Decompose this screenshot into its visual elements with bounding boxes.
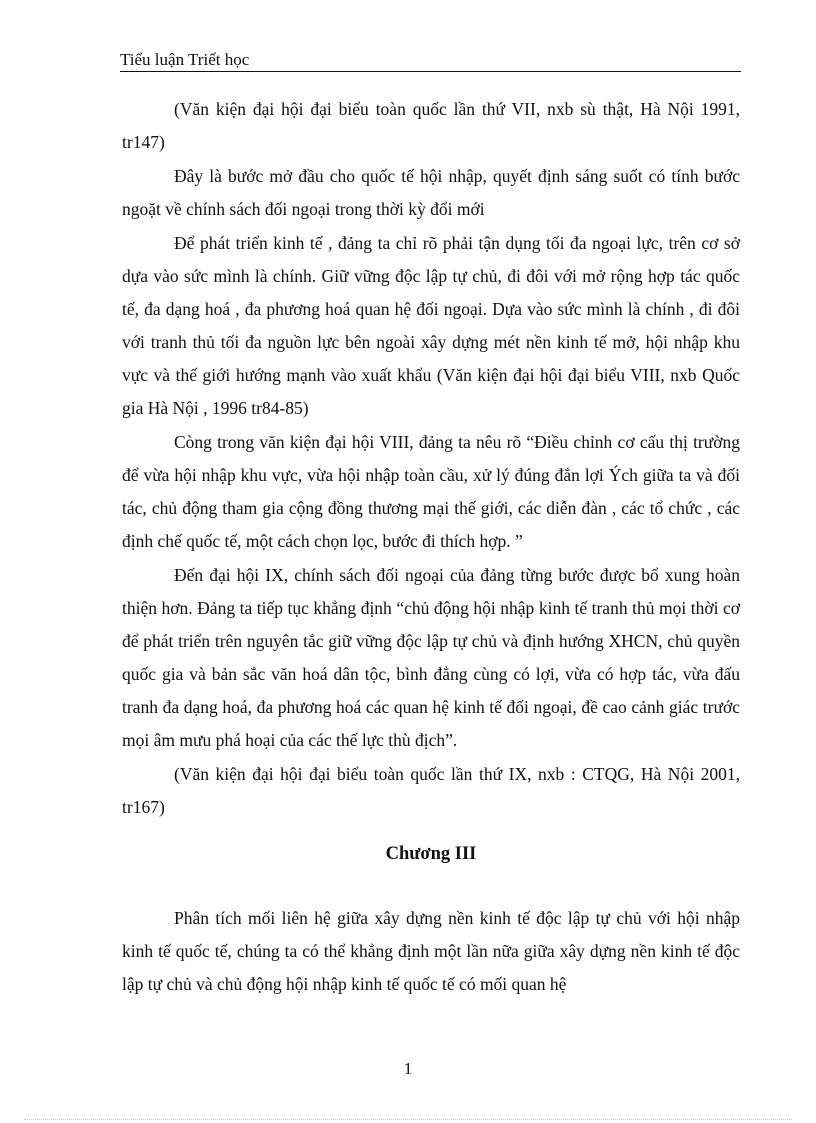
body-paragraph: Đây là bước mở đầu cho quốc tế hội nhập, quyết định sáng suốt có tính bước ngoặt về chính sách đối ngoại trong thời kỳ đổi mới: [122, 166, 740, 219]
citation-paragraph: (Văn kiện đại hội đại biểu toàn quốc lần thứ VII, nxb sù thật, Hà Nội 1991, tr147): [122, 99, 740, 152]
body-paragraph: Để phát triển kinh tế , đảng ta chỉ rõ phải tận dụng tối đa ngoại lực, trên cơ sở dựa vào sức mình là chính. Giữ vững độc lập tự chủ, đi đôi với mở rộng hợp tác quốc tế, đa dạng hoá , đa phương hoá quan hệ đối ngoại. Dựa vào sức mình là chính , đi đôi với tranh thủ tối đa nguồn lực bên ngoài xây dựng mét nền kinh tế mở, hội nhập khu vực và thế giới hướng mạnh vào xuất khẩu (Văn kiện đại hội đại biểu VIII, nxb Quốc gia Hà Nội , 1996 tr84-85): [122, 233, 740, 418]
citation-paragraph: (Văn kiện đại hội đại biểu toàn quốc lần thứ IX, nxb : CTQG, Hà Nội 2001, tr167): [122, 764, 740, 817]
running-header: Tiểu luận Triết học: [120, 50, 250, 69]
body-paragraph: Đến đại hội IX, chính sách đối ngoại của đảng từng bước được bổ xung hoàn thiện hơn. Đảng ta tiếp tục khẳng định “chủ động hội nhập kinh tế tranh thủ mọi thời cơ để phát triển trên nguyên tắc giữ vững độc lập tự chủ và định hướng XHCN, chủ quyền quốc gia và bản sắc văn hoá dân tộc, bình đẳng cùng có lợi, vừa có hợp tác, vừa đấu tranh đa dạng hoá, đa phương hoá các quan hệ kinh tế đối ngoại, đề cao cảnh giác trước mọi âm mưu phá hoại của các thế lực thù địch”.: [122, 565, 740, 750]
chapter-title: Chương III: [385, 844, 477, 864]
header-rule: [120, 71, 741, 72]
body-paragraph: Phân tích mối liên hệ giữa xây dựng nền kinh tế độc lập tự chủ với hội nhập kinh tế quốc tế, chúng ta có thể khẳng định một lần nữa giữa xây dựng nền kinh tế độc lập tự chủ và chủ động hội nhập kinh tế quốc tế có mối quan hệ: [122, 908, 740, 994]
page-number: 1: [403, 1059, 413, 1078]
document-body: [122, 93, 740, 1002]
body-paragraph: Còng trong văn kiện đại hội VIII, đảng ta nêu rõ “Điều chỉnh cơ cấu thị trường để vừa hội nhập khu vực, vừa hội nhập toàn cầu, xử lý đúng đắn lợi Ých giữa ta và đối tác, chủ động tham gia cộng đồng thương mại thế giới, các diễn đàn , các tổ chức , các định chế quốc tế, một cách chọn lọc, bước đi thích hợp. ”: [122, 432, 740, 551]
page-boundary-divider: [24, 1119, 792, 1120]
